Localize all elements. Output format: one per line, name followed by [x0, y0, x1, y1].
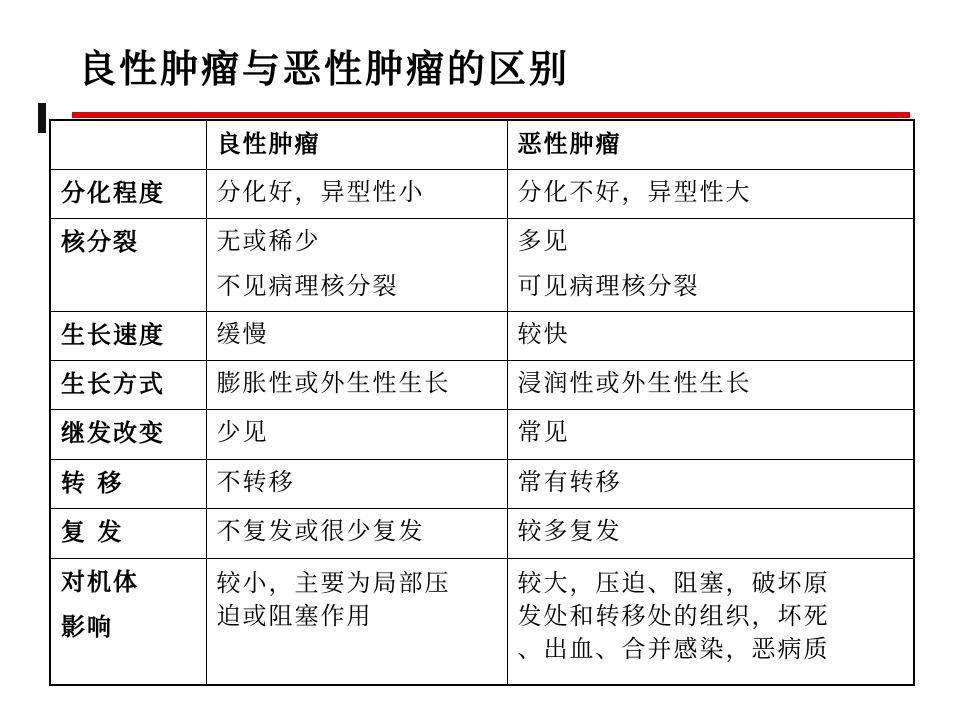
- header-cell-malignant: 恶性肿瘤: [507, 120, 914, 169]
- header-cell-benign: 良性肿瘤: [206, 120, 507, 169]
- cell-line: 可见病理核分裂: [517, 271, 700, 300]
- malignant-cell: 浸润性或外生性生长: [507, 360, 914, 409]
- row-label: 生长方式: [50, 360, 206, 409]
- table-row: [50, 360, 914, 409]
- table-row: [50, 311, 914, 360]
- table-row: [50, 169, 914, 218]
- malignant-cell: 较快: [507, 311, 914, 360]
- row-label: 转 移: [50, 459, 206, 508]
- cell-line: 影响: [61, 611, 113, 641]
- benign-cell: 不复发或很少复发: [206, 508, 507, 558]
- benign-cell: [206, 218, 507, 311]
- table-row: [50, 508, 914, 558]
- cell-line: 、出血、合并感染，恶病质: [517, 634, 830, 663]
- table-row: [50, 558, 914, 685]
- malignant-cell: 常有转移: [507, 459, 914, 508]
- malignant-cell: 较多复发: [507, 508, 914, 558]
- cell-line: 较小，主要为局部压: [216, 568, 451, 597]
- row-label: [50, 558, 206, 685]
- benign-cell: [206, 558, 507, 685]
- cell-line: 无或稀少: [216, 226, 321, 255]
- cell-line: 多见: [517, 226, 570, 255]
- cell-line: 不见病理核分裂: [216, 271, 399, 300]
- title-underline: [72, 112, 910, 118]
- comparison-table: [49, 119, 915, 686]
- malignant-cell: 分化不好，异型性大: [507, 169, 914, 218]
- cell-line: 迫或阻塞作用: [216, 601, 373, 630]
- row-label: 核分裂: [50, 218, 206, 311]
- benign-cell: 膨胀性或外生性生长: [206, 360, 507, 409]
- benign-cell: 不转移: [206, 459, 507, 508]
- row-label: 复 发: [50, 508, 206, 558]
- table-row: [50, 459, 914, 508]
- cell-line: 较大，压迫、阻塞，破坏原: [517, 568, 830, 597]
- benign-cell: 缓慢: [206, 311, 507, 360]
- table-header-row: [50, 120, 914, 169]
- cell-line: 发处和转移处的组织，坏死: [517, 601, 830, 630]
- row-label: 生长速度: [50, 311, 206, 360]
- malignant-cell: [507, 218, 914, 311]
- benign-cell: 少见: [206, 409, 507, 459]
- table-row: [50, 218, 914, 311]
- slide-title: 良性肿瘤与恶性肿瘤的区别: [78, 46, 571, 91]
- title-accent-bar: [38, 103, 46, 133]
- table-row: [50, 409, 914, 459]
- row-label: 分化程度: [50, 169, 206, 218]
- malignant-cell: 常见: [507, 409, 914, 459]
- row-label: 继发改变: [50, 409, 206, 459]
- header-cell-empty: [50, 120, 206, 169]
- benign-cell: 分化好，异型性小: [206, 169, 507, 218]
- malignant-cell: [507, 558, 914, 685]
- cell-line: 对机体: [61, 566, 139, 596]
